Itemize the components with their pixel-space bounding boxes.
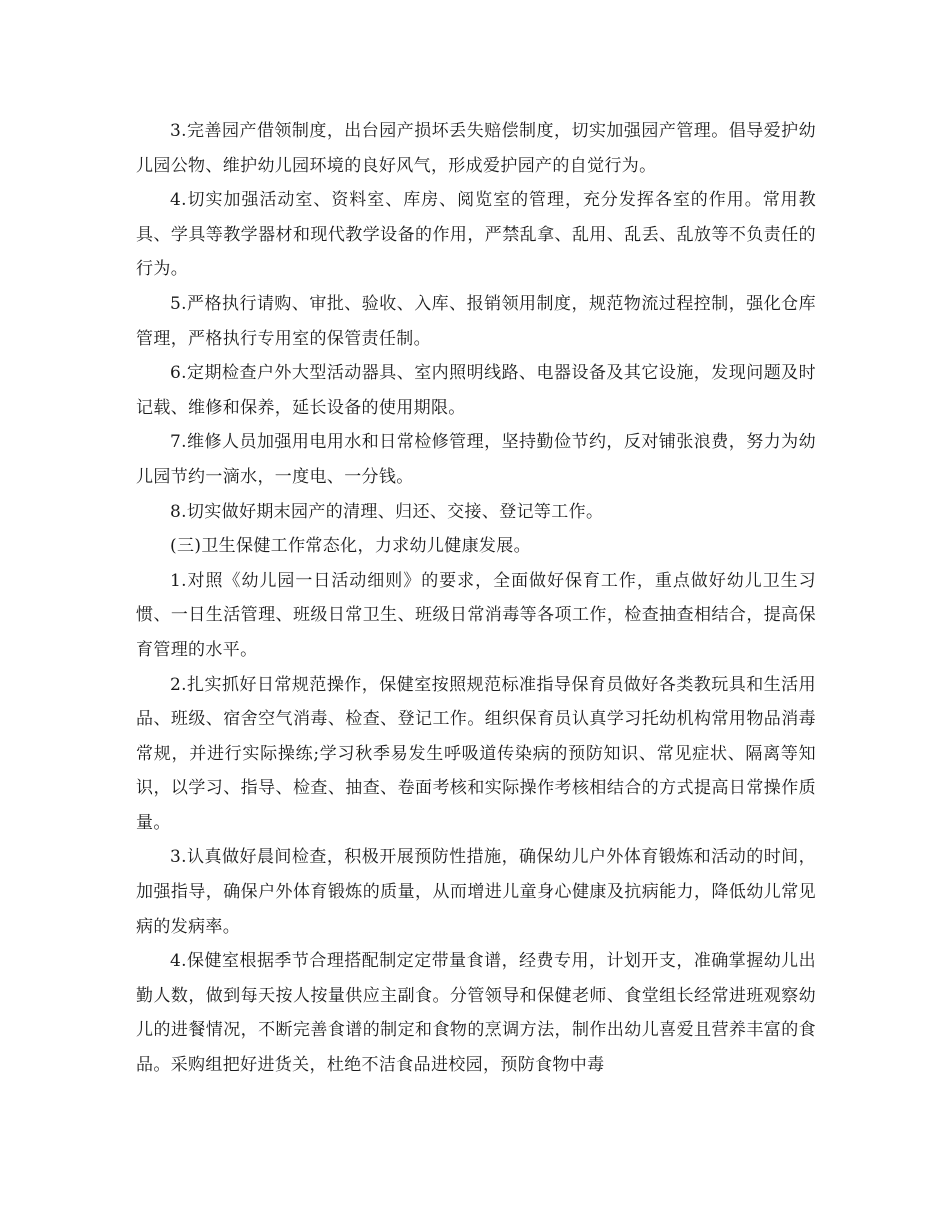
paragraph-maintenance: 7.维修人员加强用电用水和日常检修管理，坚持勤俭节约，反对铺张浪费，努力为幼儿园节约一滴水，一度电、一分钱。 [136, 432, 816, 487]
paragraph-term-end: 8.切实做好期末园产的清理、归还、交接、登记等工作。 [170, 501, 604, 522]
section-heading-health: (三)卫生保健工作常态化，力求幼儿健康发展。 [170, 536, 531, 557]
paragraph-daily-care: 1.对照《幼儿园一日活动细则》的要求，全面做好保育工作，重点做好幼儿卫生习惯、一日生活管理、班级日常卫生、班级日常消毒等各项工作，检查抽查相结合，提高保育管理的水平。 [136, 570, 816, 660]
document-page [136, 114, 816, 1083]
paragraph-morning-check: 3.认真做好晨间检查，积极开展预防性措施，确保幼儿户外体育锻炼和活动的时间，加强指导，确保户外体育锻炼的质量，从而增进儿童身心健康及抗病能力，降低幼儿常见病的发病率。 [136, 847, 816, 937]
paragraph-room-management: 4.切实加强活动室、资料室、库房、阅览室的管理，充分发挥各室的作用。常用教具、学具等教学器材和现代教学设备的作用，严禁乱拿、乱用、乱丢、乱放等不负责任的行为。 [136, 190, 816, 280]
paragraph-equipment-inspection: 6.定期检查户外大型活动器具、室内照明线路、电器设备及其它设施，发现问题及时记载、维修和保养，延长设备的使用期限。 [136, 363, 816, 418]
paragraph-meal-plan: 4.保健室根据季节合理搭配制定定带量食谱，经费专用，计划开支，准确掌握幼儿出勤人数，做到每天按人按量供应主副食。分管领导和保健老师、食堂组长经常进班观察幼儿的进餐情况，不断完善食谱的制定和食物的烹调方法，制作出幼儿喜爱且营养丰富的食品。采购组把好进货关，杜绝不洁食品进校园，预防食物中毒 [136, 951, 816, 1076]
paragraph-disinfection: 2.扎实抓好日常规范操作，保健室按照规范标准指导保育员做好各类教玩具和生活用品、班级、宿舍空气消毒、检查、登记工作。组织保育员认真学习托幼机构常用物品消毒常规，并进行实际操练;学习秋季易发生呼吸道传染病的预防知识、常见症状、隔离等知识，以学习、指导、检查、抽查、卷面考核和实际操作考核相结合的方式提高日常操作质量。 [136, 674, 816, 833]
paragraph-asset-lending: 3.完善园产借领制度，出台园产损坏丢失赔偿制度，切实加强园产管理。倡导爱护幼儿园公物、维护幼儿园环境的良好风气，形成爱护园产的自觉行为。 [136, 121, 816, 176]
paragraph-procurement: 5.严格执行请购、审批、验收、入库、报销领用制度，规范物流过程控制，强化仓库管理，严格执行专用室的保管责任制。 [136, 293, 816, 349]
